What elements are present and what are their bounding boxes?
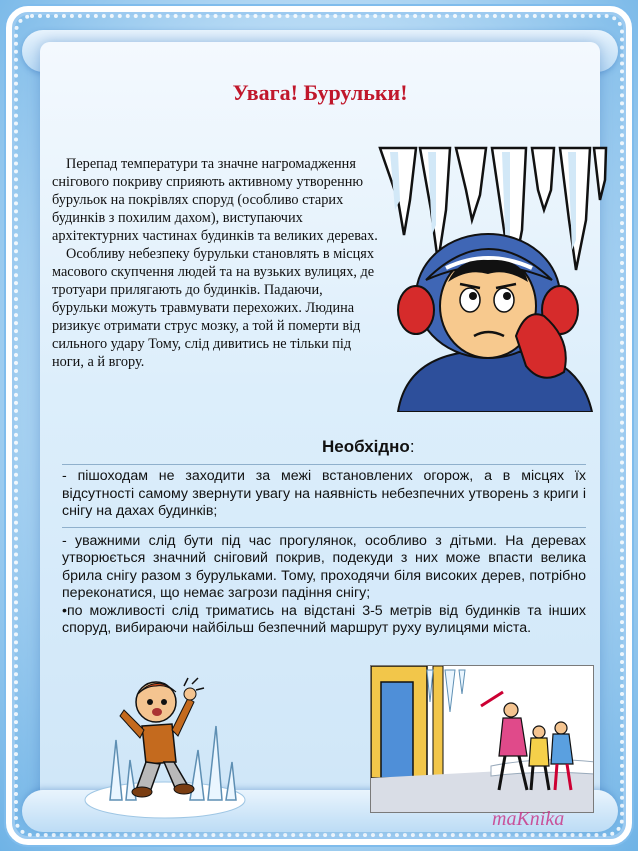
section-heading-text: Необхідно [322, 437, 410, 456]
section-heading [322, 437, 415, 457]
instructions-list [62, 468, 586, 638]
slipping-boy-illustration [80, 650, 250, 820]
intro-paragraph-2: Особливу небезпеку бурульки становлять в місцях масового скупчення людей та на вузьких вулицях, де тротуари прилягають до будинків. Падаючи, бурульки можуть травмувати перехожих. Людина ризикує отримати струс мозку, а той й померти від сильного удару Тому, слід дивитись не тільки під ноги, а й вгору. [52, 246, 375, 370]
page-title: Увага! Бурульки! [232, 80, 408, 105]
street-children-illustration [370, 665, 594, 813]
icicles-boy-illustration [376, 140, 608, 412]
intro-text [52, 155, 380, 371]
instruction-item-1: - пішоходам не заходити за межі встановлених огорож, а в місцях їх відсутності самому звернути увагу на наявність небезпечних утворень з криги і снігу на дахах будинків; [62, 468, 586, 519]
instruction-item-3: •по можливості слід триматись на відстані 3-5 метрів від будинків та інших споруд, вибираючи найбільш безпечний маршрут руху вулицями міста. [62, 602, 586, 636]
instruction-item-2: - уважними слід бути під час прогулянок, особливо з дітьми. На деревах утворюється значний сніговий покрив, подекуди з них може впасти велика брила снігу разом з бурульками. Тому, проходячи біля високих дерев, потрібно переконатися, що немає загрози падіння снігу; [62, 532, 586, 601]
intro-paragraph-1: Перепад температури та значне нагромадження снігового покриву сприяють активному утворенню бурульок на покрівлях споруд (особливо старих будинків з похилим дахом), виступаючих архітектурних частинах будинків та великих деревах. [52, 156, 378, 244]
divider-top [62, 464, 586, 465]
section-heading-colon: : [409, 437, 415, 456]
signature-watermark: maKnika [492, 808, 565, 830]
divider-middle [62, 527, 586, 528]
